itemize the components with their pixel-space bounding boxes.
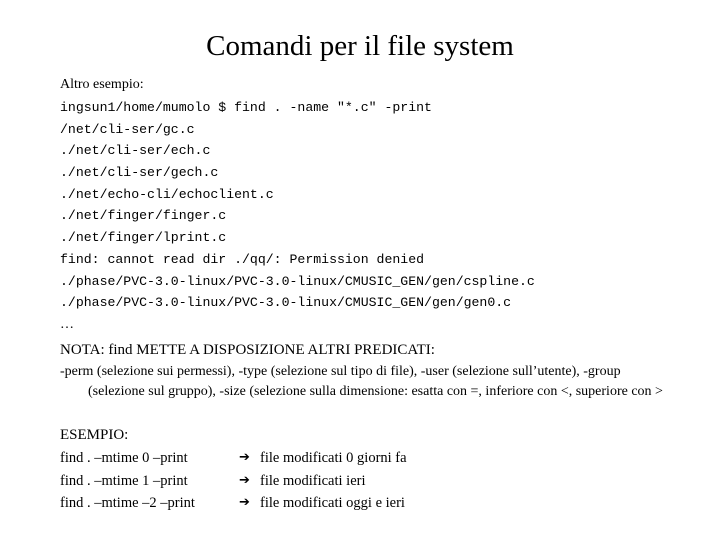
right-arrow-icon: ➔: [239, 472, 250, 488]
code-output-block: [60, 97, 710, 335]
slide-title: Comandi per il file system: [206, 30, 514, 62]
example-row: [60, 470, 680, 493]
note-text: NOTA: find METTE A DISPOSIZIONE ALTRI PREDICATI:: [60, 342, 435, 358]
example-command: find . –mtime –2 –print: [60, 495, 195, 511]
example-row: [60, 492, 680, 515]
code-line: ./phase/PVC-3.0-linux/PVC-3.0-linux/CMUSIC_GEN/gen/gen0.c: [60, 295, 512, 311]
code-line: ./net/finger/lprint.c: [60, 230, 227, 246]
intro-text: Altro esempio:: [60, 77, 144, 92]
code-line: ./net/cli-ser/gech.c: [60, 165, 219, 181]
example-description: file modificati oggi e ieri: [260, 495, 405, 511]
predicates-list: -perm (selezione sui permessi), -type (selezione sul tipo di file), -user (selezione sull’utente), -group (selezione sul gruppo), -size (selezione sulla dimensione: esatta con =, inferiore con <, superiore con >: [60, 364, 663, 399]
example-row: [60, 447, 680, 470]
example-command: find . –mtime 1 –print: [60, 472, 188, 489]
example-description: file modificati ieri: [260, 472, 366, 489]
ellipsis: …: [60, 316, 74, 332]
example-description: file modificati 0 giorni fa: [260, 450, 407, 466]
code-line-command: ingsun1/home/mumolo $ find . -name "*.c" -print: [60, 100, 432, 115]
code-line-error: find: cannot read dir ./qq/: Permission denied: [60, 251, 425, 267]
example-command: find . –mtime 0 –print: [60, 450, 188, 466]
right-arrow-icon: ➔: [239, 450, 250, 465]
code-line: ./net/cli-ser/ech.c: [60, 143, 211, 159]
example-heading: ESEMPIO:: [60, 427, 129, 443]
examples-list: [60, 447, 680, 515]
code-line: /net/cli-ser/gc.c: [60, 121, 195, 137]
code-line: ./phase/PVC-3.0-linux/PVC-3.0-linux/CMUSIC_GEN/gen/cspline.c: [60, 273, 535, 289]
code-line: ./net/finger/finger.c: [60, 208, 227, 224]
code-line: ./net/echo-cli/echoclient.c: [60, 186, 274, 202]
right-arrow-icon: ➔: [239, 495, 250, 510]
